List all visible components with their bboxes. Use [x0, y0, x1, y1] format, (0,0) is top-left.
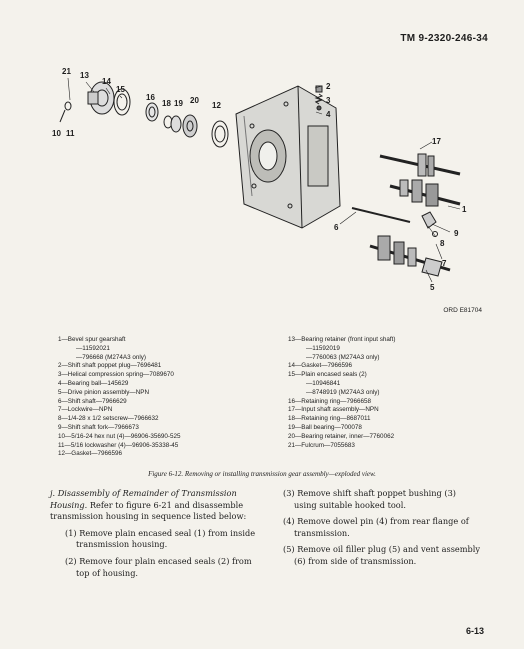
legend-item: 3—Helical compression spring—7089670: [58, 371, 174, 379]
legend-item: —10946841: [306, 379, 341, 387]
input-shaft-part: [380, 154, 460, 176]
callout-11: 11: [66, 129, 75, 138]
callout-2: 2: [326, 82, 331, 91]
callout-3: 3: [326, 96, 331, 105]
page-number: 6-13: [465, 626, 484, 636]
legend-item: 10—5/16-24 hex nut (4)—96906-35690-525: [58, 432, 181, 440]
callout-5: 5: [430, 283, 435, 292]
callout-6: 6: [334, 223, 339, 232]
callout-12: 12: [212, 101, 221, 110]
callout-9: 9: [454, 229, 459, 238]
paragraph-heading: j. Disassembly of Remainder of Transmission Housing.: [50, 488, 237, 510]
retaining-ring-part: [164, 115, 197, 137]
procedure-text: [50, 488, 480, 584]
callout-21: 21: [62, 67, 71, 76]
legend-item: 7—Lockwire—NPN: [58, 406, 113, 414]
paragraph-text: Refer to figure 6-21 and disassemble transmission housing in sequence listed below:: [50, 499, 247, 522]
legend-item: 4—Bearing ball—145629: [58, 379, 129, 387]
callout-20: 20: [190, 96, 199, 105]
callout-1: 1: [462, 205, 467, 214]
legend-item: —11592019: [306, 344, 340, 352]
callout-13: 13: [80, 71, 89, 80]
callout-18: 18: [162, 99, 171, 108]
procedure-column-right: [268, 488, 480, 584]
legend-item: 12—Gasket—7966596: [58, 450, 123, 458]
legend-item: 9—Shift shaft fork—7966673: [58, 423, 139, 431]
tm-number: TM 9-2320-246-34: [400, 33, 488, 44]
legend-item: —796668 (M274A3 only): [76, 353, 147, 361]
legend-item: 21—Fulcrum—7055683: [288, 441, 355, 449]
callout-16: 16: [146, 93, 155, 102]
callout-17: 17: [432, 137, 441, 146]
callout-4: 4: [326, 110, 331, 119]
gearshaft-part: [390, 180, 460, 206]
seal-part: [146, 103, 158, 121]
legend-item: 2—Shift shaft poppet plug—7696481: [58, 362, 162, 370]
legend-item: 6—Shift shaft—7966629: [58, 397, 127, 405]
legend-item: 1—Bevel spur gearshaft: [58, 336, 126, 343]
procedure-step: (2) Remove four plain encased seals (2) from top of housing.: [65, 555, 252, 578]
legend-item: 20—Bearing retainer, inner—7760062: [288, 432, 395, 440]
legend-item: 14—Gasket—7966596: [288, 362, 353, 370]
figure-caption: Figure 6-12. Removing or installing transmission gear assembly—exploded view.: [148, 470, 376, 478]
legend-item: 15—Plain encased seals (2): [288, 371, 367, 379]
legend-item: —8748919 (M274A3 only): [306, 388, 380, 396]
procedure-step: (1) Remove plain encased seal (1) from inside transmission housing.: [65, 527, 256, 550]
procedure-step: (3) Remove shift shaft poppet bushing (3) using suitable hooked tool.: [283, 488, 456, 510]
bearing-retainer-part: [88, 82, 114, 114]
parts-legend: [58, 336, 478, 459]
callout-15: 15: [116, 85, 125, 94]
procedure-column-left: [50, 488, 262, 584]
exploded-view-drawing: [40, 56, 490, 328]
ord-number: ORD E81704: [443, 307, 482, 314]
callout-19: 19: [174, 99, 183, 108]
fulcrum-part: [60, 102, 71, 122]
transmission-housing: [236, 86, 340, 228]
legend-item: —7760063 (M274A3 only): [306, 353, 380, 361]
shift-shaft-part: [352, 208, 438, 237]
legend-item: 5—Drive pinion assembly—NPN: [58, 388, 149, 396]
legend-item: 17—Input shaft assembly—NPN: [288, 406, 379, 414]
legend-item: —11592021: [76, 344, 110, 352]
procedure-step: (5) Remove oil filler plug (5) and vent assembly (6) from side of transmission.: [283, 544, 480, 566]
legend-item: 8—1/4-28 x 1/2 setscrew—7966632: [58, 415, 159, 423]
procedure-step: (4) Remove dowel pin (4) from rear flange of transmission.: [283, 516, 469, 538]
procedure-intro: [50, 488, 262, 523]
legend-item: 18—Retaining ring—8687011: [288, 415, 371, 423]
legend-item: 11—5/16 lockwasher (4)—96906-35338-45: [58, 441, 179, 449]
legend-item: 19—Ball bearing—700078: [288, 423, 362, 431]
legend-item: 16—Retaining ring—7966658: [288, 397, 371, 405]
callout-8: 8: [440, 239, 445, 248]
legend-column-left: [58, 336, 263, 459]
gasket-12-part: [212, 121, 228, 147]
drive-pinion-part: [370, 236, 450, 276]
callout-10: 10: [52, 129, 61, 138]
exploded-view-figure: [40, 56, 490, 328]
legend-column-right: [288, 336, 478, 459]
callout-14: 14: [102, 77, 111, 86]
callout-7: 7: [442, 259, 447, 268]
legend-item: 13—Bearing retainer (front input shaft): [288, 336, 396, 343]
